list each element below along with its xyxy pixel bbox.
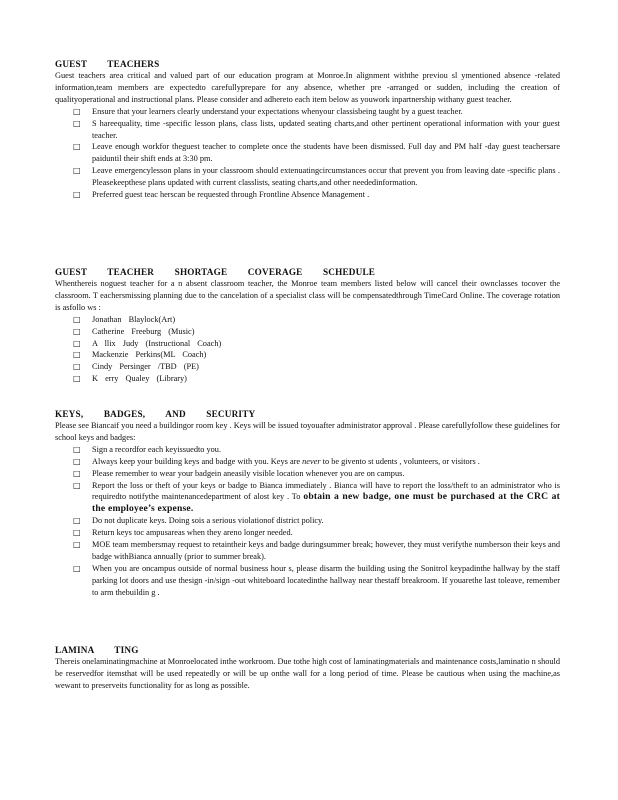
coverage-roster [55,314,560,385]
bullet-list [55,444,560,599]
checkbox-bullet-icon: □ [73,118,81,128]
section-heading: LAMINA TING [55,645,139,655]
section-shortage-coverage [55,266,560,385]
checkbox-bullet-icon: □ [73,468,81,478]
list-item: □ Preferred guest teac herscan be requested through Frontline Absence Management . [73,190,370,200]
section-heading: GUEST TEACHER SHORTAGE COVERAGE SCHEDULE [55,267,376,277]
section-keys-badges-security [55,408,560,599]
list-item: □ Leave enough workfor theguest teacher to complete once the students have been dismissed. Full day and PM half -day guest teachersare paiduntil their shift ends at 3:30 pm. [73,142,560,164]
checkbox-bullet-icon: □ [73,314,81,324]
list-item: □ Return keys toc ampusareas when they areno longer needed. [73,528,293,538]
checkbox-bullet-icon: □ [73,528,81,538]
checkbox-bullet-icon: □ [73,326,81,336]
section-text: Thereis onelaminatingmachine at Monroelocated inthe workroom. Due tothe high cost of laminatingmaterials and maintenance costs,laminatio n should be reservedfor itemsthat will be used repeatedly or will be up onthe wall for a long period of time. Please be cautious when using the machine,as wewant to preserveits functionality for as long as possible. [55,657,560,690]
list-item: □ Cindy Persinger /TBD (PE) [73,362,199,372]
checkbox-bullet-icon: □ [73,456,81,466]
bullet-list [55,106,560,201]
checkbox-bullet-icon: □ [73,540,81,550]
checkbox-bullet-icon: □ [73,350,81,360]
list-item: □ S hareequality, time -specific lesson plans, class lists, updated seating charts,and other pertinent operational information with your guest teacher. [73,118,560,140]
checkbox-bullet-icon: □ [73,190,81,200]
checkbox-bullet-icon: □ [73,106,81,116]
checkbox-bullet-icon: □ [73,362,81,372]
list-item: □ When you are oncampus outside of normal business hour s, please disarm the building using the Sonitrol keypadinthe hallway by the staff parking lot doors and use thesign -in/sign -out whiteboard locatedinthe hallway near thestaff breakroom. If youarethe last toleave, remember to arm thebuildin g . [73,563,560,597]
section-heading: KEYS, BADGES, AND SECURITY [55,409,256,419]
emphasized-badge-notice: obtain a new badge, one must be purchased at the CRC at the employee’s expense. [92,491,561,515]
checkbox-bullet-icon: □ [73,444,81,454]
checkbox-bullet-icon: □ [73,338,81,348]
section-heading: GUEST TEACHERS [55,59,160,69]
list-item: □ A llix Judy (Instructional Coach) [73,338,222,348]
list-item: □ K erry Qualey (Library) [73,374,187,384]
list-item: □ Do not duplicate keys. Doing sois a serious violationof district policy. [73,516,324,526]
list-item: □ Ensure that your learners clearly understand your expectations whenyour classisbeing taught by a guest teacher. [73,106,463,116]
checkbox-bullet-icon: □ [73,480,81,490]
list-item: □ Please remember to wear your badgein aneasily visible location whenever you are on campus. [73,468,405,478]
checkbox-bullet-icon: □ [73,142,81,152]
list-item: □ Jonathan Blaylock(Art) [73,314,176,324]
checkbox-bullet-icon: □ [73,374,81,384]
section-guest-teachers [55,58,560,201]
list-item: □ MOE team membersmay request to retaintheir keys and badge duringsummer break; however, they must verifythe numberson their keys and badge withBianca annually (prior to summer break). [73,540,560,561]
list-item: □ Report the loss or theft of your keys or badge to Bianca immediately . Bianca will have to report the loss/theft to an administrator who is requiredto notifythe maintenancedepartment of alost key . To obtain a new badge, one must be purchased at the CRC at the employee’s expense. [73,480,561,515]
list-item: □ Catherine Freeburg (Music) [73,326,195,336]
checkbox-bullet-icon: □ [73,516,81,526]
section-laminating [55,644,560,692]
list-item: □ Mackenzie Perkins(ML Coach) [73,350,207,360]
list-item: □ Sign a recordfor each keyissuedto you. [73,444,222,454]
section-intro: Guest teachers area critical and valued part of our education program at Monroe.In alignment withthe previou sl ymentioned absence -related information,team members are expectedto carefullyprepare for any absence, whether pre -arranged or sudden, including the creation of qualityoperational and instructional plans. Please consider and adhereto each item below as youwork inpartnership withany guest teacher. [55,71,560,104]
checkbox-bullet-icon: □ [73,166,81,176]
section-intro: Please see Biancaif you need a buildingor room key . Keys will be issued toyouafter administrator approval . Please carefullyfollow these guidelines for school keys and badges: [55,421,560,442]
list-item: □ Always keep your building keys and badge with you. Keys are never to be givento st udents , volunteers, or visitors . [73,456,480,466]
emphasis-never: never [302,456,321,466]
section-intro: Whenthereis noguest teacher for a n absent classroom teacher, the Monroe team members listed below will cancel their ownclasses tocover the classroom. T eachersmissing planning due to the cancelation of a specialist class will be compensatedthrough TimeCard Online. The coverage rotation is asfollo ws : [55,279,560,312]
checkbox-bullet-icon: □ [73,563,81,573]
list-item: □ Leave emergencylesson plans in your classroom should extenuatingcircumstances occur that prevent you from leaving date -specific plans . Pleasekeepthese plans updated with current classlists, seating charts,and other neededinformation. [73,166,560,188]
